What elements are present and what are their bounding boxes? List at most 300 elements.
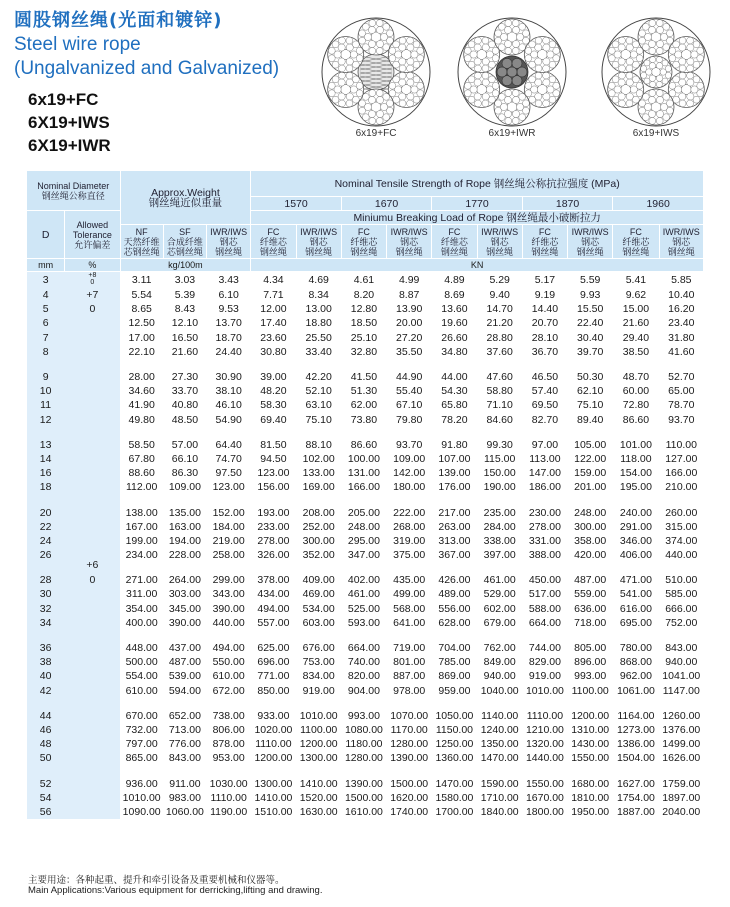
cell-value: 1680.00 (571, 777, 610, 790)
cell-value: 1350.00 (480, 738, 519, 751)
cell-value: 1630.00 (299, 805, 338, 818)
subheader-iwr-2: IWR/IWS 钢芯 钢丝绳 (207, 225, 251, 259)
cell-value: 1190.00 (210, 805, 248, 818)
cell-value: 5.39 (174, 289, 196, 302)
table-row (27, 466, 704, 480)
cell-value: 19.60 (441, 317, 468, 330)
cell-value: 88.10 (305, 438, 332, 451)
cell-value: 150.00 (483, 467, 516, 480)
cell-value: 400.00 (125, 616, 158, 629)
cell-value: 31.80 (668, 331, 695, 344)
table-row (27, 616, 704, 630)
rope-caption-iws: 6x19+IWS (632, 128, 680, 139)
rope-spec-table (26, 170, 704, 819)
cell-value: 67.80 (128, 452, 155, 465)
cell-value: 534.00 (302, 602, 335, 615)
cell-value: 27.30 (171, 371, 199, 384)
cell-value: 1754.00 (616, 791, 655, 804)
cell-value: 1110.00 (210, 791, 247, 804)
cell-value: 58.80 (486, 385, 513, 398)
cell-value: 278.00 (257, 534, 290, 547)
page-title-en: Steel wire rope (14, 34, 141, 55)
cell-value: 23.40 (668, 317, 695, 330)
cell-value: 258.00 (212, 549, 245, 562)
cell-value: 585.00 (665, 588, 698, 601)
cell-value: 978.00 (393, 684, 426, 697)
cell-diameter: 52 (27, 776, 65, 790)
cell-value: 222.00 (393, 506, 426, 519)
cell-value: 32.80 (350, 345, 378, 358)
cell-value: 38.50 (622, 345, 650, 358)
cell-value: 664.00 (347, 642, 380, 655)
unit-percent: % (65, 259, 120, 272)
cell-value: 588.00 (528, 602, 561, 615)
subheader-iwr-6: IWR/IWS 钢芯 钢丝绳 (387, 225, 432, 259)
header-grade-1570: 1570 (251, 197, 342, 211)
cell-tolerance: 0 (65, 302, 120, 316)
row-spacer (27, 562, 704, 573)
cell-diameter: 12 (27, 413, 65, 427)
cell-value: 3.11 (131, 274, 152, 286)
cell-value: 1050.00 (435, 709, 474, 722)
cell-value: 541.00 (619, 588, 652, 601)
cell-value: 878.00 (212, 738, 245, 751)
cell-value: 603.00 (302, 616, 335, 629)
cell-value: 93.70 (396, 438, 423, 451)
cell-value: 1020.00 (254, 723, 293, 736)
cell-diameter: 24 (27, 534, 65, 548)
cell-value: 62.00 (350, 399, 378, 412)
cell-value: 93.70 (668, 413, 695, 426)
cell-value: 1800.00 (525, 805, 564, 818)
cell-value: 20.70 (531, 317, 559, 330)
cell-tolerance (65, 345, 120, 359)
cell-value: 46.50 (531, 371, 559, 384)
cell-diameter: 22 (27, 520, 65, 534)
row-spacer (27, 630, 704, 641)
cell-tolerance (65, 602, 120, 616)
cell-value: 732.00 (125, 723, 158, 736)
cell-value: 64.40 (215, 438, 242, 451)
cell-value: 190.00 (483, 481, 516, 494)
cell-value: 664.00 (528, 616, 561, 629)
cell-value: 48.50 (171, 413, 199, 426)
cell-value: 195.00 (619, 481, 652, 494)
cell-value: 248.00 (347, 520, 380, 533)
cell-value: 40.80 (171, 399, 199, 412)
cell-value: 44.90 (396, 371, 423, 384)
cell-value: 16.20 (668, 303, 695, 316)
cell-value: 167.00 (125, 520, 158, 533)
cell-diameter: 44 (27, 709, 65, 723)
cell-value: 42.20 (305, 371, 332, 384)
cell-value: 610.00 (212, 670, 245, 683)
cell-value: 6.10 (218, 289, 239, 302)
cell-value: 679.00 (483, 616, 516, 629)
cell-value: 91.80 (441, 438, 468, 451)
cell-value: 67.10 (396, 399, 423, 412)
cell-diameter: 9 (27, 370, 65, 384)
cell-value: 983.00 (168, 791, 201, 804)
cell-value: 217.00 (438, 506, 471, 519)
cell-value: 248.00 (574, 506, 607, 519)
cell-value: 962.00 (619, 670, 652, 683)
unit-force: KN (251, 259, 704, 272)
cell-value: 97.00 (531, 438, 559, 451)
cell-value: 849.00 (483, 656, 516, 669)
cell-value: 752.00 (665, 616, 698, 629)
cell-value: 5.85 (671, 274, 692, 286)
cell-value: 23.60 (260, 331, 287, 344)
cell-value: 1110.00 (526, 709, 564, 722)
cell-diameter: 48 (27, 737, 65, 751)
header-approx-weight: Approx.Weight 钢丝绳近似重量 (120, 171, 251, 225)
cell-value: 1060.00 (165, 805, 204, 818)
cell-diameter: 5 (27, 302, 65, 316)
cell-value: 252.00 (302, 520, 335, 533)
cell-value: 36.70 (531, 345, 559, 358)
cell-tolerance (65, 737, 120, 751)
cell-value: 228.00 (168, 549, 201, 562)
cell-diameter: 10 (27, 384, 65, 398)
cell-value: 268.00 (393, 520, 426, 533)
cell-value: 260.00 (665, 506, 698, 519)
cell-value: 1030.00 (209, 777, 248, 790)
table-row (27, 723, 704, 737)
cell-value: 34.80 (441, 345, 468, 358)
table-row (27, 413, 704, 427)
table-row (27, 480, 704, 494)
cell-value: 8.65 (131, 303, 152, 316)
cell-value: 1499.00 (662, 738, 701, 751)
cell-value: 135.00 (168, 506, 201, 519)
cell-value: 13.60 (441, 303, 468, 316)
cell-tolerance (65, 776, 120, 790)
cell-value: 1550.00 (525, 777, 564, 790)
cell-tolerance (65, 316, 120, 330)
cell-value: 89.40 (577, 413, 604, 426)
cell-value: 122.00 (574, 452, 607, 465)
cell-value: 24.40 (215, 345, 242, 358)
cell-value: 762.00 (483, 642, 516, 655)
cell-value: 60.00 (622, 385, 650, 398)
cell-value: 1520.00 (299, 791, 338, 804)
cell-value: 1010.00 (299, 709, 338, 722)
cell-value: 16.50 (171, 331, 199, 344)
cell-value: 993.00 (347, 709, 380, 722)
cell-value: 326.00 (257, 549, 290, 562)
cell-value: 30.40 (577, 331, 604, 344)
cell-value: 936.00 (125, 777, 158, 790)
cell-tolerance (65, 655, 120, 669)
table-row (27, 709, 704, 723)
cell-value: 801.00 (393, 656, 426, 669)
cell-value: 54.30 (441, 385, 468, 398)
cell-tolerance: +7 (65, 288, 120, 302)
subheader-fc-3: FC 纤维芯 钢丝绳 (251, 225, 296, 259)
table-row (27, 791, 704, 805)
cell-diameter: 16 (27, 466, 65, 480)
cell-value: 1390.00 (344, 777, 383, 790)
cell-value: 58.50 (128, 438, 155, 451)
cell-value: 1010.00 (122, 791, 161, 804)
table-row (27, 587, 704, 601)
rope-diagram-fc-icon (320, 16, 432, 128)
header-d: D (27, 211, 65, 259)
cell-value: 131.00 (347, 467, 380, 480)
cell-value: 517.00 (528, 588, 561, 601)
cell-value: 843.00 (665, 642, 698, 655)
cell-value: 21.20 (486, 317, 513, 330)
cell-value: 184.00 (212, 520, 245, 533)
cell-value: 1610.00 (344, 805, 383, 818)
cell-value: 33.70 (171, 385, 199, 398)
table-row (27, 370, 704, 384)
subheader-fc-9: FC 纤维芯 钢丝绳 (522, 225, 567, 259)
cell-value: 8.87 (398, 289, 420, 302)
cell-value: 805.00 (574, 642, 607, 655)
cell-value: 4.69 (308, 274, 329, 286)
cell-tolerance (65, 505, 120, 519)
cell-value: 1200.00 (299, 738, 338, 751)
cell-diameter: 56 (27, 805, 65, 819)
cell-value: 797.00 (125, 738, 158, 751)
cell-tolerance (65, 805, 120, 819)
cell-value: 1700.00 (435, 805, 474, 818)
cell-value: 75.10 (577, 399, 604, 412)
cell-value: 738.00 (212, 709, 245, 722)
table-row (27, 534, 704, 548)
cell-tolerance (65, 684, 120, 698)
cell-tolerance (65, 452, 120, 466)
cell-value: 676.00 (302, 642, 335, 655)
cell-value: 1410.00 (254, 791, 293, 804)
cell-value: 110.00 (665, 438, 697, 451)
cell-value: 14.70 (486, 303, 513, 316)
cell-diameter: 28 (27, 573, 65, 587)
model-label-iws: 6X19+IWS (28, 113, 110, 132)
cell-value: 79.80 (396, 413, 423, 426)
cell-value: 1620.00 (390, 791, 429, 804)
table-row (27, 669, 704, 683)
cell-value: 406.00 (619, 549, 652, 562)
cell-value: 82.70 (531, 413, 559, 426)
cell-value: 550.00 (212, 656, 245, 669)
cell-value: 1260.00 (662, 709, 701, 722)
cell-value: 39.00 (260, 371, 287, 384)
cell-value: 5.29 (489, 274, 510, 286)
cell-value: 271.00 (125, 574, 158, 587)
cell-value: 390.00 (168, 616, 201, 629)
cell-value: 154.00 (619, 467, 652, 480)
cell-value: 1150.00 (435, 723, 474, 736)
cell-value: 1090.00 (122, 805, 161, 818)
cell-value: 88.60 (128, 467, 155, 480)
cell-value: 8.43 (174, 303, 196, 316)
cell-value: 1510.00 (254, 805, 293, 818)
cell-value: 887.00 (393, 670, 426, 683)
cell-value: 593.00 (347, 616, 380, 629)
table-row (27, 751, 704, 765)
table-row (27, 505, 704, 519)
cell-value: 8.34 (308, 289, 329, 302)
cell-value: 102.00 (302, 452, 335, 465)
cell-value: 594.00 (168, 684, 201, 697)
cell-value: 313.00 (438, 534, 471, 547)
cell-value: 14.40 (531, 303, 559, 316)
cell-tolerance: +8 0 (65, 272, 120, 289)
cell-value: 1810.00 (571, 791, 610, 804)
cell-value: 510.00 (665, 574, 698, 587)
cell-value: 71.10 (486, 399, 513, 412)
cell-value: 58.30 (260, 399, 287, 412)
cell-value: 166.00 (665, 467, 698, 480)
cell-value: 57.00 (171, 438, 199, 451)
cell-value: 18.50 (350, 317, 378, 330)
cell-value: 402.00 (347, 574, 380, 587)
cell-value: 820.00 (347, 670, 380, 683)
cell-value: 1250.00 (435, 738, 474, 751)
cell-value: 1590.00 (480, 777, 519, 790)
rope-diagram-iwr-icon (456, 16, 568, 128)
cell-value: 75.10 (305, 413, 332, 426)
cell-value: 352.00 (302, 549, 335, 562)
cell-value: 625.00 (257, 642, 290, 655)
cell-value: 940.00 (665, 656, 698, 669)
cell-value: 142.00 (393, 467, 426, 480)
cell-value: 78.20 (441, 413, 468, 426)
cell-value: 139.00 (438, 467, 471, 480)
rope-caption-iwr: 6x19+IWR (488, 128, 536, 139)
cell-tolerance (65, 520, 120, 534)
cell-value: 409.00 (302, 574, 335, 587)
cell-value: 234.00 (125, 549, 158, 562)
cell-value: 1386.00 (616, 738, 655, 751)
cell-value: 48.70 (622, 371, 650, 384)
cell-value: 1390.00 (390, 752, 429, 765)
table-row (27, 655, 704, 669)
cell-value: 263.00 (438, 520, 471, 533)
header-tolerance: Allowed Tolerance 允许偏差 (65, 211, 120, 259)
cell-value: 5.59 (579, 274, 601, 286)
cell-value: 41.50 (350, 371, 378, 384)
cell-value: 469.00 (302, 588, 335, 601)
cell-value: 3.43 (218, 274, 239, 286)
cell-value: 437.00 (168, 642, 201, 655)
cell-value: 47.60 (486, 371, 513, 384)
page-subtitle-en: (Ungalvanized and Galvanized) (14, 58, 280, 79)
cell-value: 115.00 (484, 452, 516, 465)
cell-value: 28.00 (128, 371, 155, 384)
cell-diameter: 40 (27, 669, 65, 683)
cell-value: 10.40 (668, 289, 695, 302)
subheader-iwr-10: IWR/IWS 钢芯 钢丝绳 (568, 225, 613, 259)
cell-value: 166.00 (347, 481, 380, 494)
cell-value: 1759.00 (662, 777, 701, 790)
cell-value: 99.30 (486, 438, 513, 451)
footer-applications-cn: 主要用途：各种起重、提升和牵引设备及重要机械和仪器等。 (28, 875, 285, 886)
cell-tolerance (65, 791, 120, 805)
cell-value: 69.40 (260, 413, 287, 426)
table-row (27, 345, 704, 359)
cell-value: 1710.00 (480, 791, 519, 804)
cell-value: 343.00 (212, 588, 245, 601)
cell-value: 440.00 (212, 616, 245, 629)
cell-value: 41.60 (668, 345, 695, 358)
cell-value: 616.00 (619, 602, 652, 615)
cell-value: 1740.00 (390, 805, 429, 818)
cell-value: 390.00 (212, 602, 245, 615)
cell-tolerance (65, 587, 120, 601)
cell-value: 29.40 (622, 331, 650, 344)
cell-tolerance (65, 534, 120, 548)
subheader-iwr-4: IWR/IWS 钢芯 钢丝绳 (296, 225, 341, 259)
unit-mm: mm (27, 259, 65, 272)
cell-value: 557.00 (257, 616, 290, 629)
cell-value: 850.00 (257, 684, 290, 697)
cell-value: 8.20 (353, 289, 375, 302)
cell-value: 1210.00 (525, 723, 564, 736)
cell-value: 52.70 (668, 371, 695, 384)
cell-value: 450.00 (528, 574, 561, 587)
cell-tolerance: 0 (65, 573, 120, 587)
cell-value: 9.53 (218, 303, 239, 316)
cell-tolerance (65, 669, 120, 683)
cell-value: 27.20 (396, 331, 423, 344)
cell-value: 147.00 (528, 467, 561, 480)
cell-diameter: 32 (27, 602, 65, 616)
cell-value: 12.50 (128, 317, 155, 330)
cell-diameter: 3 (27, 272, 65, 289)
cell-value: 1897.00 (662, 791, 701, 804)
cell-value: 8.69 (444, 289, 465, 302)
cell-value: 199.00 (125, 534, 158, 547)
cell-value: 69.50 (531, 399, 559, 412)
unit-weight: kg/100m (120, 259, 251, 272)
cell-value: 9.19 (534, 289, 556, 302)
subheader-fc-5: FC 纤维芯 钢丝绳 (341, 225, 386, 259)
cell-value: 28.80 (486, 331, 513, 344)
cell-value: 25.10 (350, 331, 378, 344)
cell-value: 176.00 (438, 481, 471, 494)
table-row (27, 520, 704, 534)
table-row (27, 288, 704, 302)
cell-value: 993.00 (574, 670, 607, 683)
row-spacer (27, 427, 704, 438)
cell-value: 319.00 (393, 534, 426, 547)
cell-value: 97.50 (215, 467, 242, 480)
cell-value: 208.00 (302, 506, 335, 519)
cell-value: 65.00 (668, 385, 695, 398)
cell-value: 666.00 (665, 602, 698, 615)
cell-value: 652.00 (168, 709, 201, 722)
cell-value: 448.00 (125, 642, 158, 655)
cell-value: 1320.00 (525, 738, 564, 751)
cell-tolerance (65, 723, 120, 737)
cell-value: 628.00 (438, 616, 471, 629)
cell-value: 487.00 (168, 656, 201, 669)
cell-value: 299.00 (212, 574, 245, 587)
cell-value: 201.00 (574, 481, 607, 494)
subheader-iwr-12: IWR/IWS 钢芯 钢丝绳 (659, 225, 703, 259)
cell-value: 22.40 (577, 317, 604, 330)
header-tensile-strength: Nominal Tensile Strength of Rope 钢丝绳公称抗拉强度 (MPa) (251, 171, 704, 197)
cell-value: 193.00 (257, 506, 290, 519)
cell-value: 440.00 (665, 549, 698, 562)
cell-value: 744.00 (528, 642, 561, 655)
cell-diameter: 54 (27, 791, 65, 805)
table-row (27, 573, 704, 587)
